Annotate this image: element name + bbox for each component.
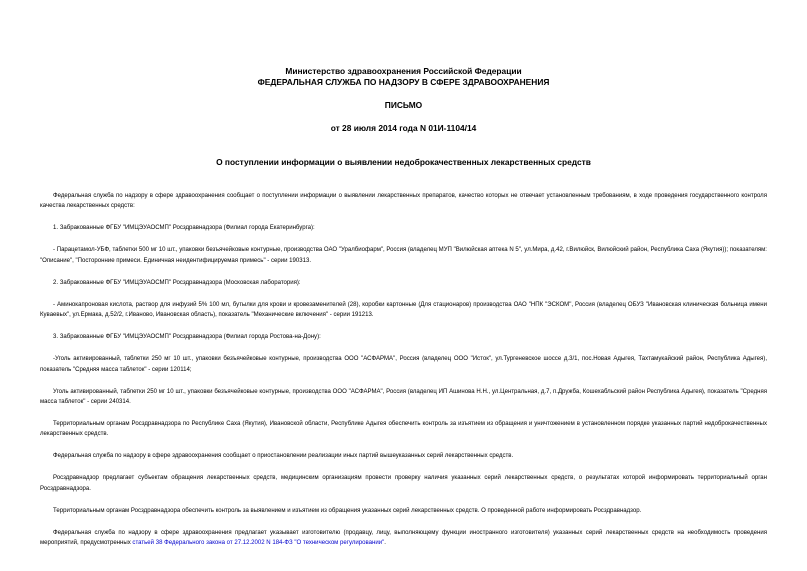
last-paragraph-tail: . [384, 540, 386, 547]
paragraph: Федеральная служба по надзору в сфере здравоохранения сообщает о поступлении информации о выявлении лекарственных препаратов, качество которых не отвечает установленным требованиям, в ходе проведения государственного контроля качества лекарственных средств: [40, 193, 767, 210]
document-title: О поступлении информации о выявлении недоброкачественных лекарственных средств [216, 157, 591, 167]
paragraph: - Парацетамол-УБФ, таблетки 500 мг 10 шт., упаковки безъячейковые контурные, производства ОАО "Уралбиофарм", Россия (владелец МУП "Вилюйская аптека N 5", ул.Мира, д.42, г.Вилюйск, Вилюйский район, Республика Саха (Якутия)); показателям: "Описание", "Посторонние примеси. Единичная неидентифицируемая примесь" - серии 190313. [40, 247, 767, 264]
service-name: ФЕДЕРАЛЬНАЯ СЛУЖБА ПО НАДЗОРУ В СФЕРЕ ЗДРАВООХРАНЕНИЯ [257, 77, 550, 87]
paragraph: 1. Забракованные ФГБУ "ИМЦЭУАОСМП" Росздравнадзора (Филиал города Екатеринбурга): [53, 225, 315, 232]
document-type: ПИСЬМО [384, 100, 423, 110]
law-reference-link[interactable]: статьей 38 Федерального закона от 27.12.2002 N 184-ФЗ "О техническом регулировании" [132, 540, 385, 547]
paragraph: Федеральная служба по надзору в сфере здравоохранения сообщает о приостановлении реализации иных партий вышеуказанных серий лекарственных средств. [53, 453, 514, 460]
paragraph: Территориальным органам Росздравнадзора обеспечить контроль за выявлением и изъятием из обращения указанных серий лекарственных средств. О проведенной работе информировать Росздравнадзор. [53, 507, 642, 514]
paragraph: 2. Забракованные ФГБУ "ИМЦЭУАОСМП" Росздравнадзора (Московская лаборатория): [53, 279, 301, 286]
paragraph: 3. Забракованные ФГБУ "ИМЦЭУАОСМП" Росздравнадзора (Филиал города Ростова-на-Дону): [53, 334, 321, 341]
paragraph: Росздравнадзор предлагает субъектам обращения лекарственных средств, медицинским организациям провести проверку наличия указанных серий лекарственных средств, о результатах которой информировать территориальный орган Росздравнадзора. [40, 475, 767, 492]
document-body [40, 191, 767, 549]
document-date-number: от 28 июля 2014 года N 01И-1104/14 [330, 123, 477, 133]
paragraph: -Уголь активированный, таблетки 250 мг 10 шт., упаковки безъячейковые контурные, производства ООО "АСФАРМА", Россия (владелец ООО "Исток", ул.Тургеневское шоссе д.3/1, пос.Новая Адыгея, Тахтамукайский район, Республика Адыгея), показатель "Средняя масса таблеток" - серии 120114; [40, 356, 767, 373]
paragraph: Территориальным органам Росздравнадзора по Республике Саха (Якутия), Ивановской области, Республике Адыгея обеспечить контроль за изъятием из обращения и уничтожением в установленном порядке указанных партий недоброкачественных лекарственных средств. [40, 421, 767, 438]
last-paragraph [40, 528, 767, 549]
ministry-name: Министерство здравоохранения Российской Федерации [285, 66, 522, 76]
last-paragraph-text: Федеральная служба по надзору в сфере здравоохранения предлагает указывает изготовителю (продавцу, лицу, выполняющему функции иностранного изготовителя) указанных серий лекарственных средств на необходимость проведения мероприятий, предусмотренных [40, 529, 767, 547]
paragraph: Уголь активированный, таблетки 250 мг 10 шт., упаковки безъячейковые контурные, производства ООО "АСФАРМА", Россия (владелец ИП Ашинова Н.Н., ул.Центральная, д.7, п.Дружба, Кошехабльский район Республика Адыгея), показатель "Средняя масса таблеток" - серии 240314. [40, 388, 767, 406]
paragraph: - Аминокапроновая кислота, раствор для инфузий 5% 100 мл, бутылки для крови и кровезаменителей (28), коробки картонные (Для стационаров) производства ОАО "НПК "ЭСКОМ", Россия (владелец ОБУЗ "Ивановская клиническая больница имени Куваевых", ул.Ермака, д.52/2, г.Иваново, Ивановская область), показатель "Механические включения" - серии 191213. [40, 301, 767, 319]
document-header [40, 66, 767, 134]
